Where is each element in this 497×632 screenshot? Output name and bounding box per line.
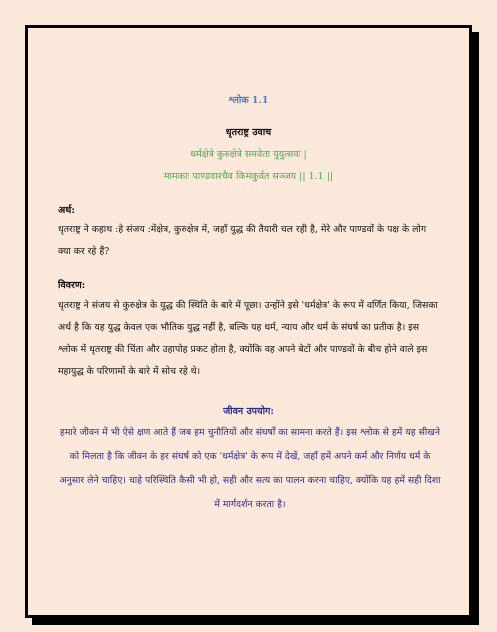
explanation-heading: विवरण: <box>58 280 86 291</box>
life-application-text: हमारे जीवन में भी ऐसे क्षण आते हैं जब हम चुनौतियों और संघर्षों का सामना करते हैं। इस श्लोक से हमें यह सीखने को मिलता है कि जीवन के हर संघर्ष को एक 'धर्मक्षेत्र' के रूप में देखें, जहाँ हमें अपने कर्म और निर्णय धर्म के अनुसार लेने चाहिए। चाहे परिस्थिति कैसी भी हो, सही और सत्य का पालन करना चाहिए, क्योंकि यह हमें सही दिशा में मार्गदर्शन करता है। <box>59 427 441 510</box>
verse-line-1: धर्मक्षेत्रे कुरुक्षेत्रे समवेता युयुत्सवः | <box>190 149 307 160</box>
meaning-text: धृतराष्ट्र ने कहाथ :हे संजय :मेंक्षेत्र, कुरुक्षेत्र में, जहाँ युद्ध की तैयारी चल रही है, मेरे और पाण्डवों के पक्ष के लोग क्या कर रहे हैं? <box>58 224 427 257</box>
meaning-heading: अर्थ: <box>58 205 75 216</box>
speaker-line: धृतराष्ट्र उवाच <box>225 127 272 138</box>
verse-line-2: मामकाः पाण्डवाश्चैव किमकुर्वत सञ्जय || 1.1 || <box>163 171 334 182</box>
life-application-heading: जीवन उपयोग: <box>223 406 274 417</box>
document-page <box>25 25 472 618</box>
shloka-title: श्लोक 1.1 <box>228 95 269 106</box>
explanation-text: धृतराष्ट्र ने संजय से कुरुक्षेत्र के युद्ध की स्थिति के बारे में पूछा। उन्होंने इसे 'धर्मक्षेत्र' के रूप में वर्णित किया, जिसका अर्थ है कि यह युद्ध केवल एक भौतिक युद्ध नहीं है, बल्कि यह धर्म, न्याय और धर्म के संघर्ष का प्रतीक है। इस श्लोक में धृतराष्ट्र की चिंता और उहापोह प्रकट होता है, क्योंकि वह अपने बेटों और पाण्डवों के बीच होने वाले इस महायुद्ध के परिणामों के बारे में सोच रहे थे। <box>58 300 438 377</box>
